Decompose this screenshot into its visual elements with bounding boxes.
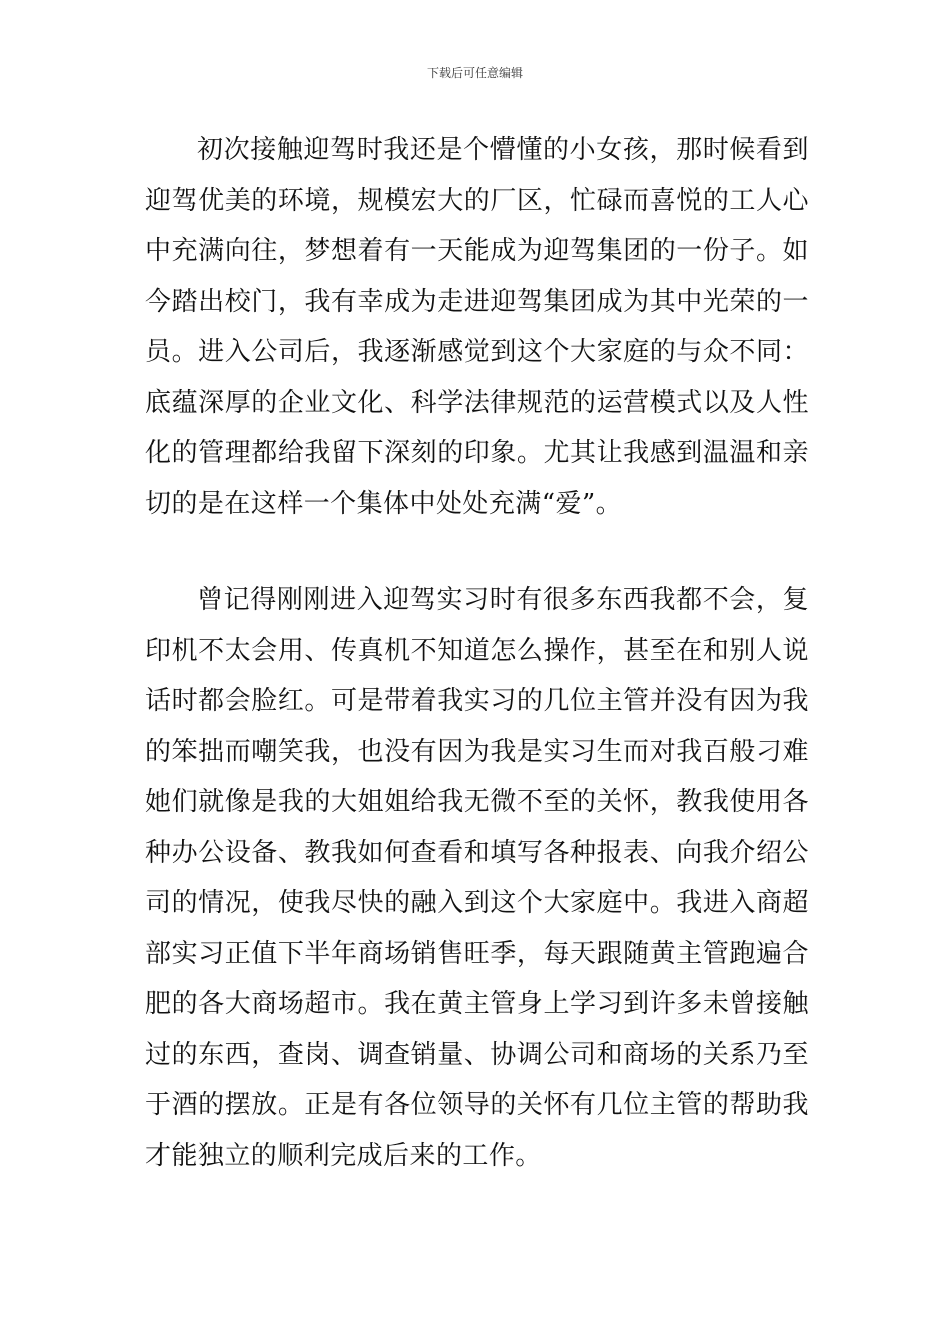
paragraph-2: 曾记得刚刚进入迎驾实习时有很多东西我都不会，复印机不太会用、传真机不知道怎么操作，甚至在和别人说话时都会脸红。可是带着我实习的几位主管并没有因为我的笨拙而嘲笑我，也没有因为我是实习生而对我百般刁难她们就像是我的大姐姐给我无微不至的关怀，教我使用各种办公设备、教我如何查看和填写各种报表、向我介绍公司的情况，使我尽快的融入到这个大家庭中。我进入商超部实习正值下半年商场销售旺季，每天跟随黄主管跑遍合肥的各大商场超市。我在黄主管身上学习到许多未曾接触过的东西，查岗、调查销量、协调公司和商场的关系乃至于酒的摆放。正是有各位领导的关怀有几位主管的帮助我才能独立的顺利完成后来的工作。	[145, 585, 809, 1171]
paragraph-1: 初次接触迎驾时我还是个懵懂的小女孩，那时候看到迎驾优美的环境，规模宏大的厂区，忙碌而喜悦的工人心中充满向往，梦想着有一天能成为迎驾集团的一份子。如今踏出校门，我有幸成为走进迎驾集团成为其中光荣的一员。进入公司后，我逐渐感觉到这个大家庭的与众不同：底蕴深厚的企业文化、科学法律规范的运营模式以及人性化的管理都给我留下深刻的印象。尤其让我感到温温和亲切的是在这样一个集体中处处充满“爱”。	[145, 135, 809, 519]
document-body	[145, 0, 809, 1344]
page-header: 下载后可任意编辑	[426, 66, 523, 80]
